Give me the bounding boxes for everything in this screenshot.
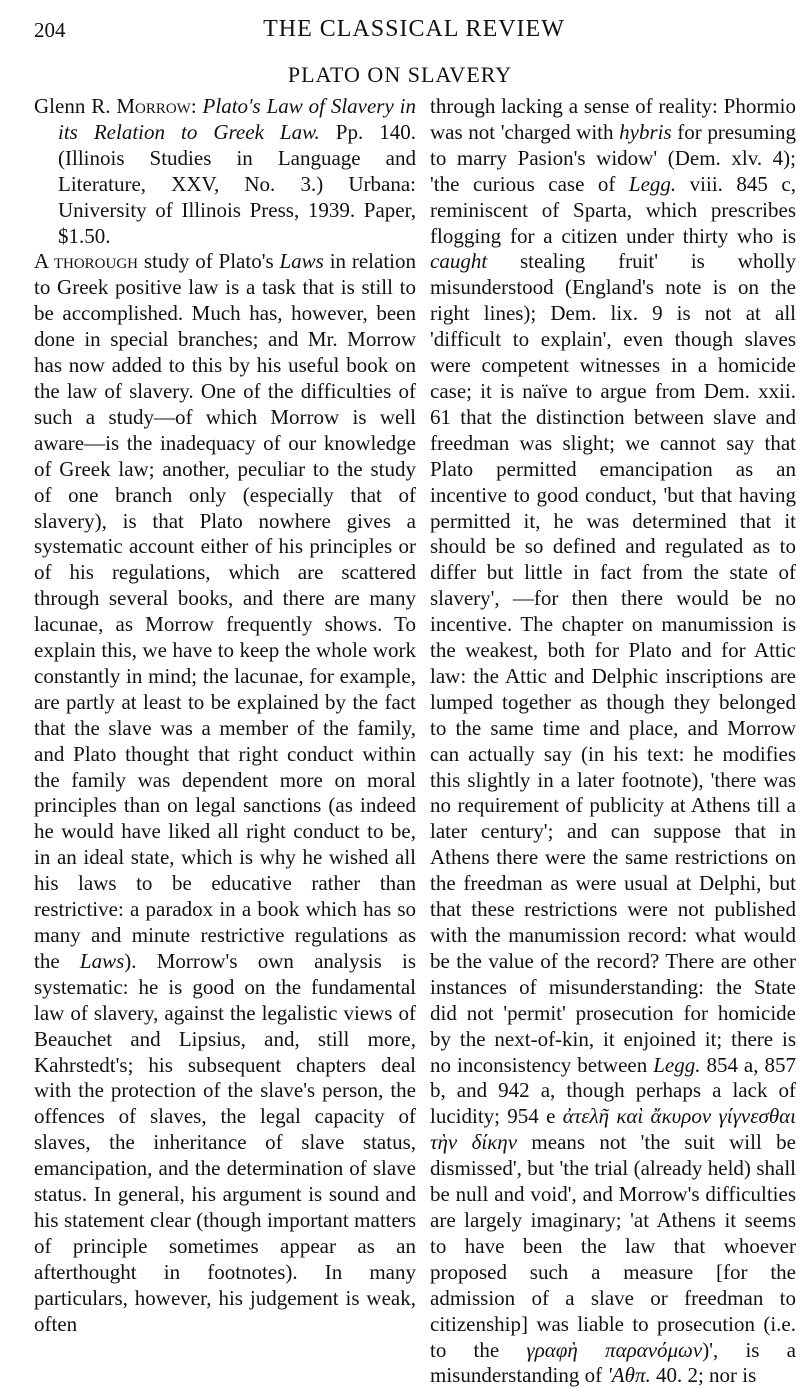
review-paragraph-continued: through lacking a sense of reality: Phormio was not 'charged with hybris for presuming to marry Pasion's widow' (Dem. xlv. 4); 'the curious case of Legg. viii. 845 c, reminiscent of Sparta, which prescribes flogging for a citizen under thirty who is caught stealing fruit' is wholly misunderstood (England's note is on the right lines); Dem. lix. 9 is not at all 'difficult to explain', even though slaves were competent witnesses in a homicide case; it is naïve to argue from Dem. xxii. 61 that the distinction between slave and freedman was slight; we cannot say that Plato permitted emancipation as an incentive to good conduct, 'but that having permitted it, he was determined that it should be so defined and regulated as to differ but little in fact from the state of slavery', —for then there would be no incentive. The chapter on manumission is the weakest, both for Plato and for Attic law: the Attic and Delphic inscriptions are lumped together as though they belonged to the same time and place, and Morrow can actually say (in his text: he modifies this slightly in a later footnote), 'there was no requirement of publicity at Athens till a later century'; and can suppose that in Athens there were the same restrictions on the freedman as were usual at Delphi, but that these restrictions were not published with the manumission record: what would be the value of the record? There are other instances of misunderstanding: the State did not 'permit' prosecution for homicide by the next-of-kin, it enjoined it; there is no inconsistency between Legg. 854 a, 857 b, and 942 a, though perhaps a lack of lucidity; 954 e ἀτελῆ καὶ ἄκυρον γίγνεσθαι τὴν δίκην means not 'the suit will be dismissed', but 'the trial (already held) shall be null and void', and Morrow's difficulties are largely imaginary; 'at Athens it seems to have been the law that whoever proposed such a measure [for the admission of a slave or freedman to citizenship] was liable to prosecution (i.e. to the γραφὴ παρανόμων)', is a misunderstanding of 'Αθπ. 40. 2; nor is	[430, 94, 796, 1388]
review-paragraph: A thorough study of Plato's Laws in relation to Greek positive law is a task that is still to be accomplished. Much has, however, been done in special branches; and Mr. Morrow has now added to this by his useful book on the law of slavery. One of the difficulties of such a study—of which Morrow is well aware—is the inadequacy of our knowledge of Greek law; another, peculiar to the study of one branch only (especially that of slavery), is that Plato nowhere gives a systematic account either of his principles or of his regulations, which are scattered through several books, and there are many lacunae, as Morrow frequently shows. To explain this, we have to keep the whole work constantly in mind; the lacunae, for example, are partly at least to be explained by the fact that the slave was a member of the family, and Plato thought that right conduct within the family was dependent more on moral principles than on legal sanctions (as indeed he would have liked all right conduct to be, in an ideal state, which is why he wished all his laws to be educative rather than restrictive: a paradox in a book which has so many and minute restrictive regulations as the Laws). Morrow's own analysis is systematic: he is good on the fundamental law of slavery, against the legalistic views of Beauchet and Lipsius, and, still more, Kahrstedt's; his subsequent chapters deal with the protection of the slave's person, the offences of slaves, the legal capacity of slaves, the inheritance of slave status, emancipation, and the determination of slave status. In general, his argument is sound and his statement clear (though important matters of principle sometimes appear as an afterthought in footnotes). In many particulars, however, his judgement is weak, often	[34, 249, 417, 1336]
lead-small-caps: A thorough	[34, 249, 139, 274]
right-column	[430, 94, 796, 1389]
book-citation: Glenn R. Morrow: Plato's Law of Slavery in its Relation to Greek Law. Pp. 140. (Illinois Studies in Language and Literature, XXV, No. 3.) Urbana: University of Illinois Press, 1939. Paper, $1.50.	[34, 94, 417, 248]
citation-author-first: Glenn R.	[34, 94, 117, 118]
running-header	[34, 16, 794, 50]
citation-author-last: Morrow	[116, 94, 191, 118]
greek-phrase: ἀτελῆ καὶ ἄκυρον γίγνεσθαι τὴν δίκην	[430, 1104, 796, 1155]
article-title: PLATO ON SLAVERY	[287, 62, 513, 87]
page-number: 204	[34, 18, 66, 42]
greek-phrase: γραφὴ παρανόμων	[526, 1337, 703, 1362]
left-column	[34, 94, 416, 1338]
greek-phrase: 'Αθπ.	[607, 1363, 651, 1388]
journal-title: THE CLASSICAL REVIEW	[263, 16, 565, 42]
citation-book-title: Plato's Law of Slavery in its Relation to Greek Law.	[58, 94, 417, 144]
citation-details: Pp. 140. (Illinois Studies in Language and Literature, XXV, No. 3.) Urbana: University of Illinois Press, 1939. Paper, $1.50.	[58, 119, 416, 248]
